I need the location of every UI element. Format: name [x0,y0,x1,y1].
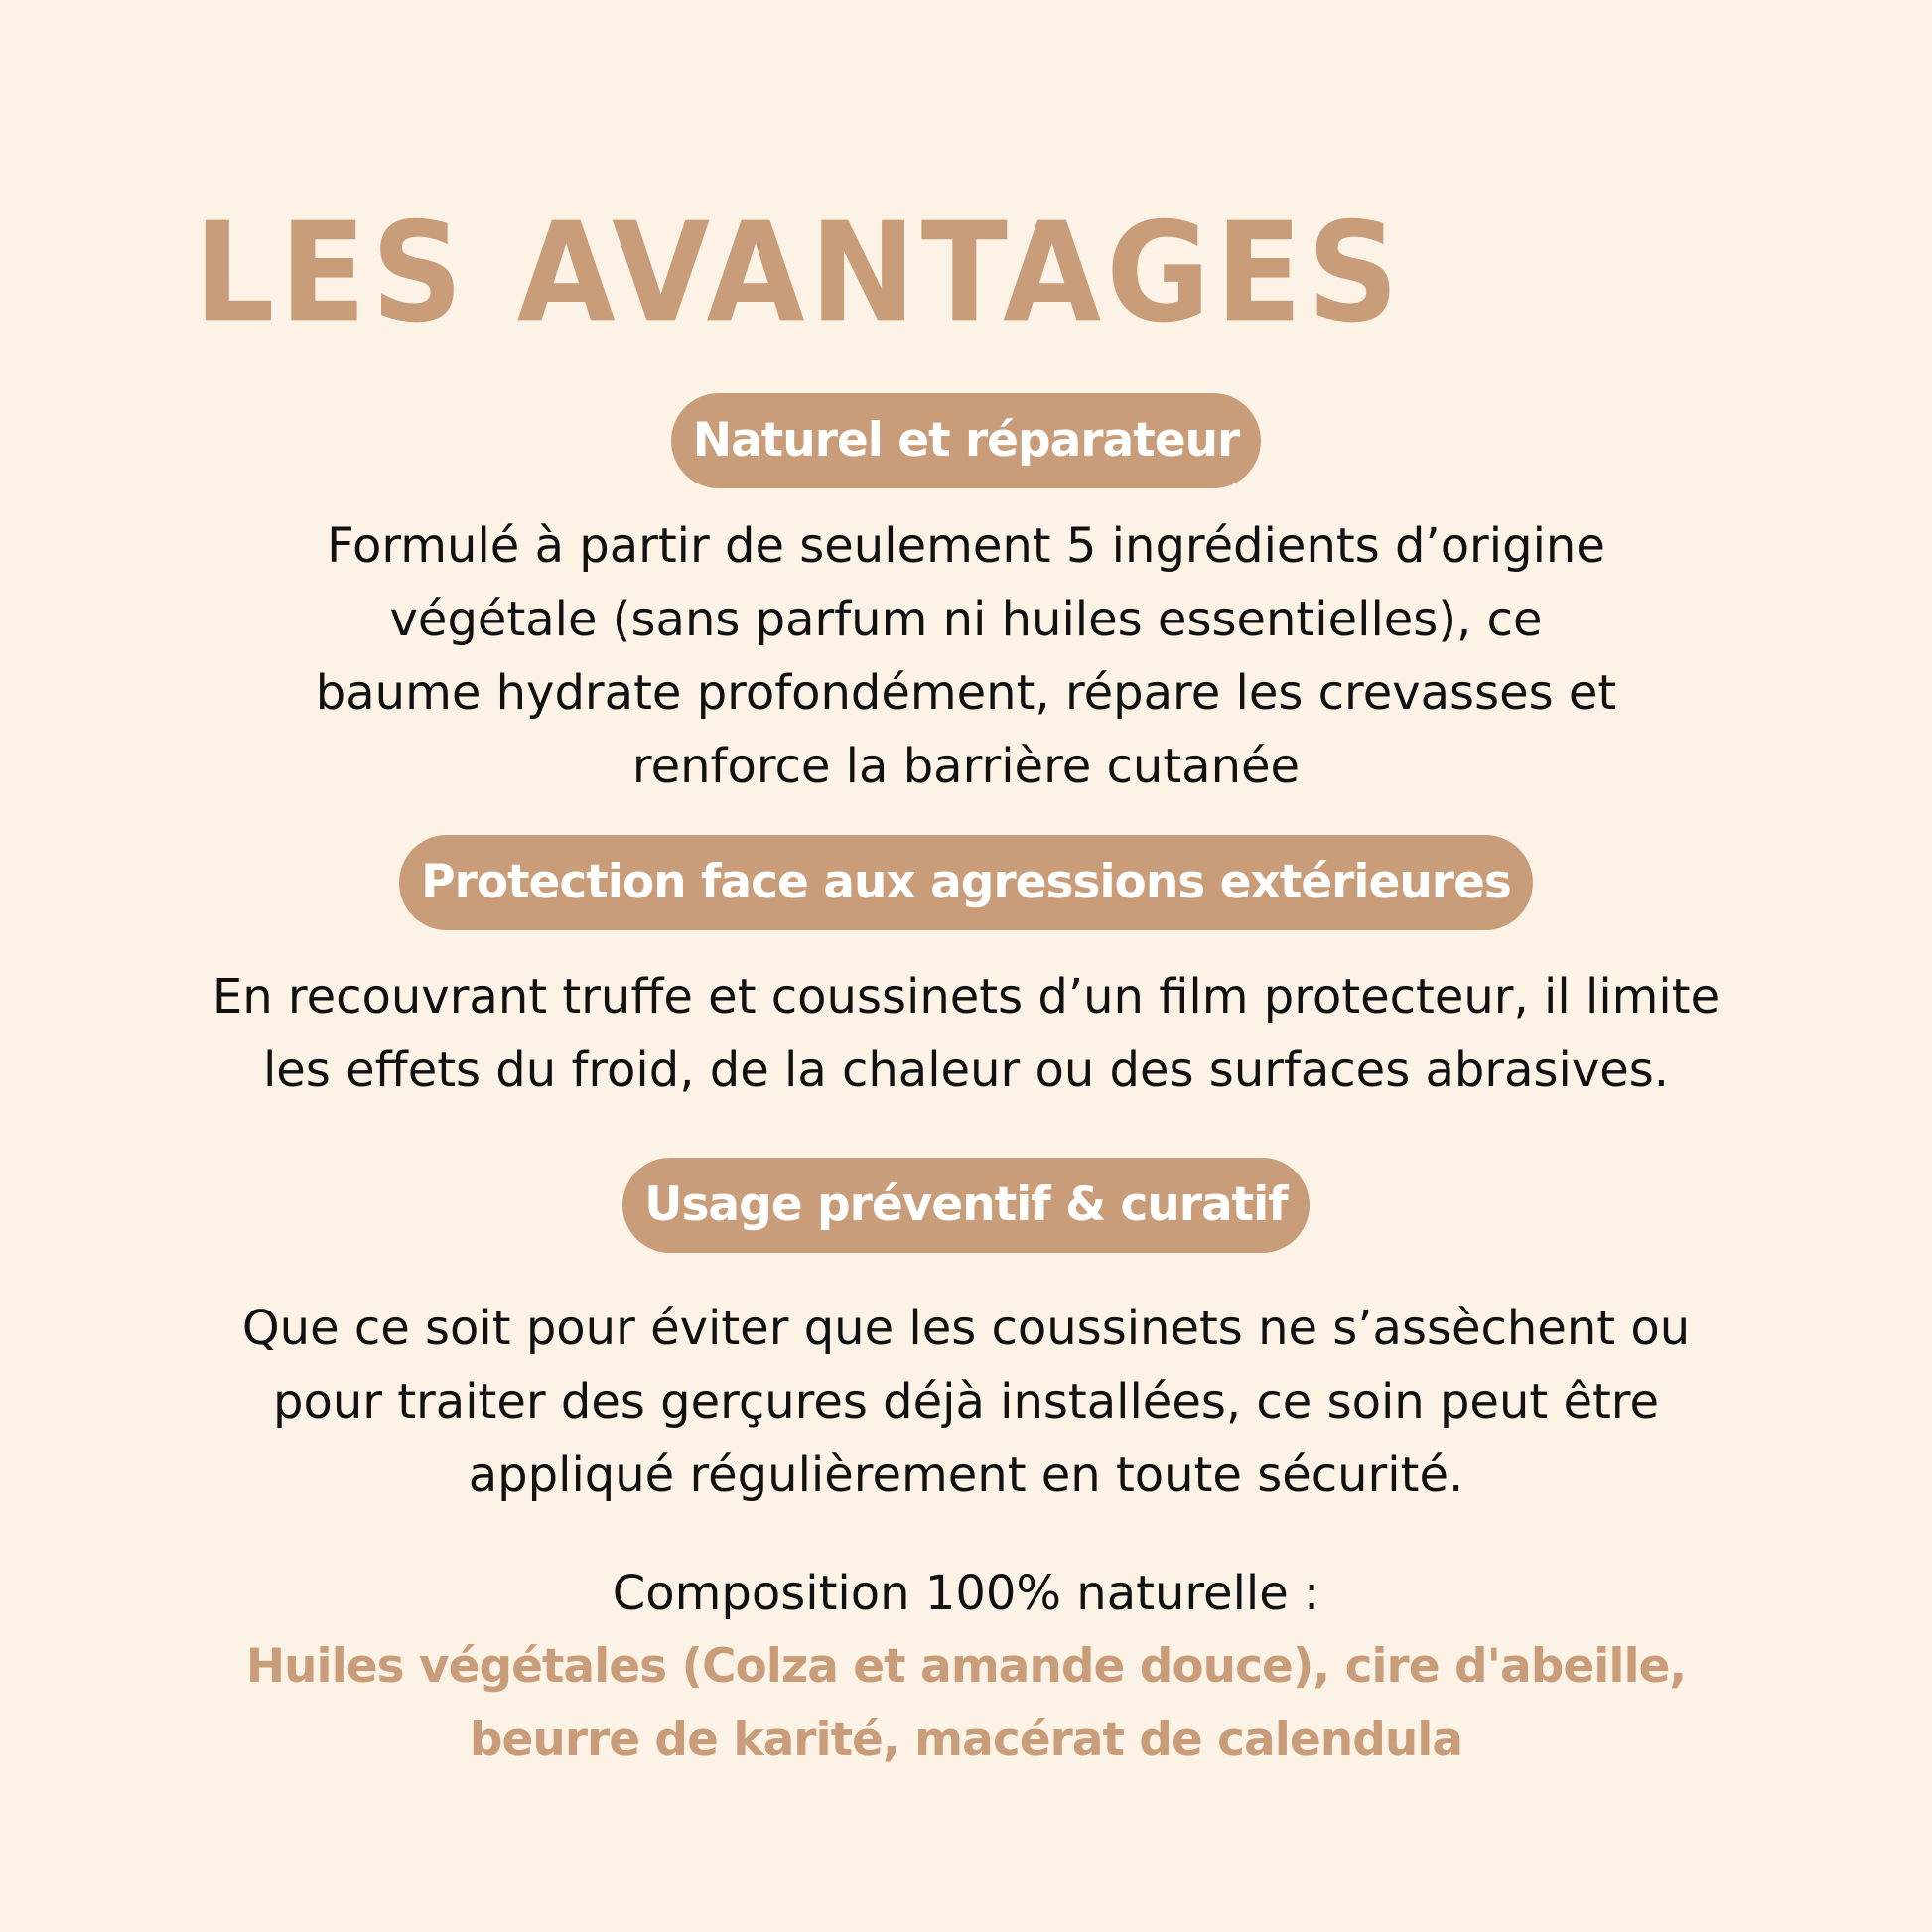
paragraph-line: pour traiter des gerçures déjà installées, ce soin peut être [272,1374,1660,1430]
heading-pill-naturel-reparateur: Naturel et réparateur [671,393,1262,488]
composition-intro: Composition 100% naturelle : [612,1566,1320,1621]
paragraph-line: végétale (sans parfum ni huiles essentielles), ce [389,592,1543,647]
paragraph-line: Formulé à partir de seulement 5 ingrédients d’origine [327,518,1605,574]
paragraph-line: Que ce soit pour éviter que les coussinets ne s’assèchent ou [241,1301,1691,1356]
paragraph-line: renforce la barrière cutanée [631,739,1301,794]
composition-list [0,1630,1932,1777]
composition-line: beurre de karité, macérat de calendula [469,1713,1463,1767]
section-naturel [0,393,1932,488]
page-title: LES AVANTAGES [194,193,1404,353]
paragraph-protection [0,960,1932,1107]
paragraph-line: En recouvrant truffe et coussinets d’un film protecteur, il limite [211,969,1721,1025]
paragraph-line: baume hydrate profondément, répare les crevasses et [315,665,1617,721]
paragraph-naturel [0,509,1932,803]
section-usage [0,1158,1932,1253]
section-protection [0,835,1932,930]
composition-line: Huiles végétales (Colza et amande douce), cire d'abeille, [245,1639,1687,1694]
paragraph-line: les effets du froid, de la chaleur ou des surfaces abrasives. [262,1042,1670,1098]
heading-pill-usage: Usage préventif & curatif [622,1158,1309,1253]
paragraph-line: appliqué régulièrement en toute sécurité. [468,1448,1464,1503]
paragraph-usage [0,1292,1932,1512]
heading-pill-protection: Protection face aux agressions extérieures [399,835,1533,930]
